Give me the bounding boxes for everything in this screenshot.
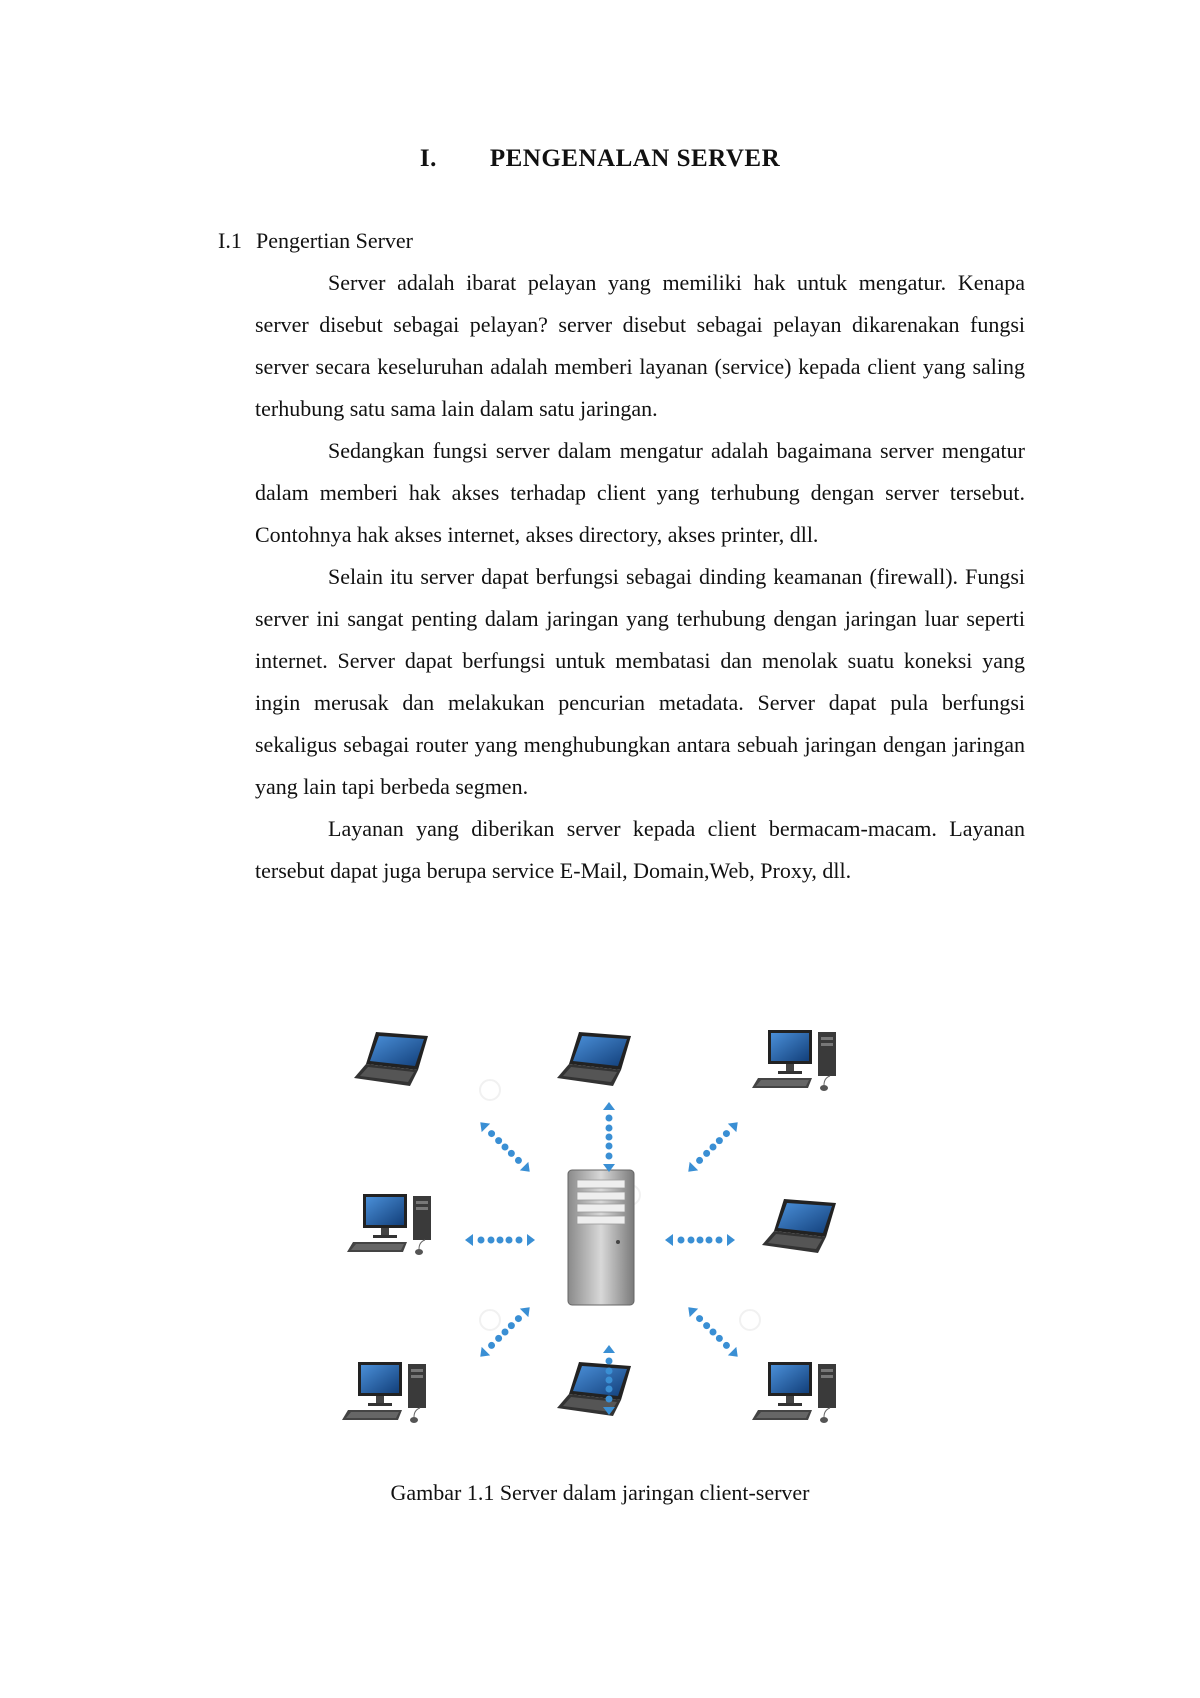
network-diagram-figure bbox=[330, 1020, 870, 1430]
body-text bbox=[255, 262, 1025, 892]
bidirectional-arrow-icon bbox=[465, 1234, 535, 1246]
desktop-computer-icon bbox=[752, 1362, 836, 1423]
paragraph: Selain itu server dapat berfungsi sebagai dinding keamanan (firewall). Fungsi server ini sangat penting dalam jaringan yang terhubung dengan jaringan luar seperti internet. Server dapat berfungsi untuk membatasi dan menolak suatu koneksi yang ingin merusak dan melakukan pencurian metadata. Server dapat pula berfungsi sekaligus sebagai router yang menghubungkan antara sebuah jaringan dengan jaringan yang lain tapi berbeda segmen. bbox=[255, 564, 1025, 799]
bidirectional-arrow-icon bbox=[603, 1102, 615, 1172]
desktop-computer-icon bbox=[752, 1030, 836, 1091]
bidirectional-arrow-icon bbox=[684, 1303, 742, 1361]
chapter-number: I. bbox=[419, 145, 437, 172]
laptop-icon bbox=[762, 1199, 836, 1253]
bidirectional-arrow-icon bbox=[476, 1118, 534, 1176]
bidirectional-arrow-icon bbox=[665, 1234, 735, 1246]
bidirectional-arrow-icon bbox=[684, 1118, 742, 1176]
paragraph: Server adalah ibarat pelayan yang memiliki hak untuk mengatur. Kenapa server disebut sebagai pelayan? server disebut sebagai pelayan dikarenakan fungsi server secara keseluruhan adalah memberi layanan (service) kepada client yang saling terhubung satu sama lain dalam satu jaringan. bbox=[255, 270, 1025, 421]
section-title: Pengertian Server bbox=[256, 228, 413, 253]
section-heading bbox=[218, 228, 413, 254]
paragraph: Layanan yang diberikan server kepada client bermacam-macam. Layanan tersebut dapat juga berupa service E-Mail, Domain,Web, Proxy, dll. bbox=[255, 816, 1025, 883]
desktop-computer-icon bbox=[342, 1362, 426, 1423]
chapter-title bbox=[0, 145, 1200, 173]
section-number: I.1 bbox=[218, 228, 242, 253]
chapter-title-text: PENGENALAN SERVER bbox=[489, 145, 781, 172]
desktop-computer-icon bbox=[347, 1194, 431, 1255]
laptop-icon bbox=[354, 1032, 428, 1086]
paragraph: Sedangkan fungsi server dalam mengatur adalah bagaimana server mengatur dalam memberi hak akses terhadap client yang terhubung dengan server tersebut. Contohnya hak akses internet, akses directory, akses printer, dll. bbox=[255, 438, 1025, 547]
figure-caption: Gambar 1.1 Server dalam jaringan client-server bbox=[390, 1480, 810, 1505]
laptop-icon bbox=[557, 1362, 631, 1416]
server-tower-icon bbox=[568, 1170, 634, 1305]
laptop-icon bbox=[557, 1032, 631, 1086]
network-diagram bbox=[330, 1020, 870, 1430]
